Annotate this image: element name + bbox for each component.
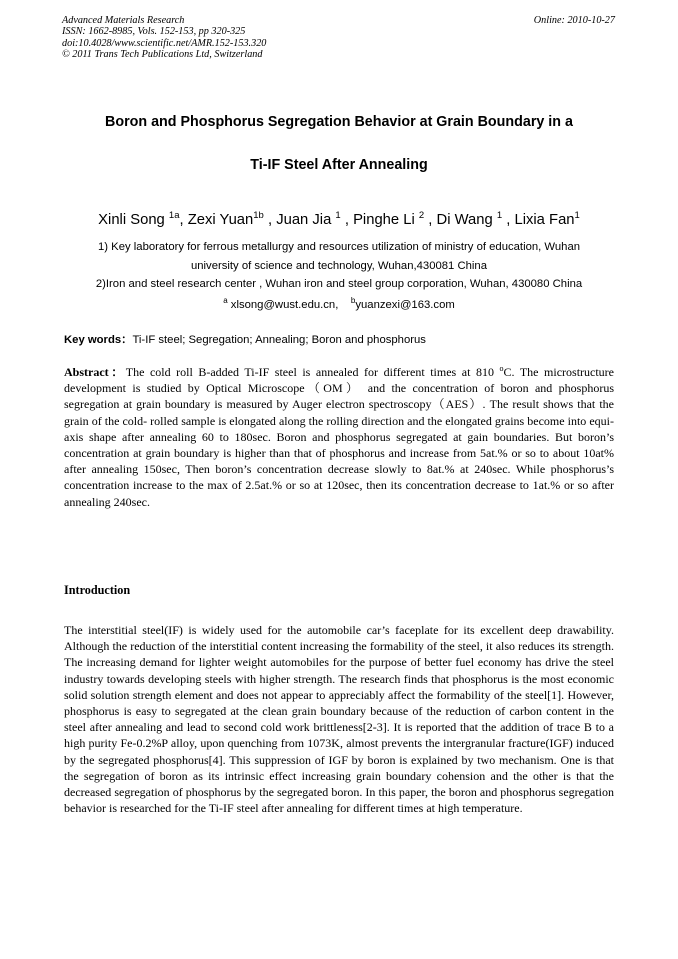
introduction-heading: Introduction bbox=[64, 583, 131, 597]
affiliation-1-line-1: 1) Key laboratory for ferrous metallurgy and resources utilization of ministry of education, Wuhan bbox=[97, 241, 581, 253]
author-name: Di Wang bbox=[436, 212, 497, 228]
journal-issn: ISSN: 1662-8985, Vols. 152-153, pp 320-325 bbox=[62, 26, 246, 38]
author-separator: , bbox=[424, 212, 437, 228]
abstract-text-2: C. The microstructure development is studied by Optical Microscope（OM） and the concentration of boron and phosphorus segregation at grain boundary is measured by Auger electron spectroscopy（AES）. The result shows that the grain of the cold- rolled sample is elongated along the rolling direction and the elongated grains become into equi-axis shape after annealing 60 to 180sec. Boron and phosphorus segregated at gain boundaries. But boron’s concentration at grain boundary is higher than that of phosphorus and increase from 5at.% or so to about 10at% after annealing 150sec, Then boron’s concentration decrease slowly to 8at.% at 240sec. While phosphorus’s concentration increase to the max of 2.5at.% or so at 120sec, then its concentration decrease to 1at.% or so after annealing 240sec. bbox=[64, 365, 615, 509]
keywords-text: Ti-IF steel; Segregation; Annealing; Boron and phosphorus bbox=[132, 334, 426, 346]
author-name: Zexi Yuan bbox=[187, 212, 254, 228]
author-affiliation-mark: 1 bbox=[496, 210, 503, 221]
author-name: Juan Jia bbox=[276, 212, 336, 228]
journal-name: Advanced Materials Research bbox=[62, 15, 185, 26]
journal-doi: doi:10.4028/www.scientific.net/AMR.152-153.320 bbox=[62, 37, 267, 49]
abstract-paragraph bbox=[64, 364, 614, 510]
journal-header bbox=[62, 15, 266, 61]
author-name: Lixia Fan bbox=[514, 212, 575, 228]
journal-copyright: © 2011 Trans Tech Publications Ltd, Switzerland bbox=[62, 49, 263, 61]
author-separator: , bbox=[263, 212, 277, 228]
abstract-text-1: The cold roll B-added Ti-IF steel is annealed for different times at 810 bbox=[125, 365, 500, 379]
email-mark-a: a bbox=[223, 296, 228, 305]
online-date: Online: 2010-10-27 bbox=[533, 15, 615, 26]
author-affiliation-mark: 1a bbox=[168, 210, 180, 221]
degree-mark: o bbox=[499, 364, 504, 373]
introduction-paragraph: The interstitial steel(IF) is widely used for the automobile car’s faceplate for its excellent deep drawability. Although the reduction of the interstitial content increasing the formability of the steel, it also reduces its strength. The increasing demand for lighter weight automobiles for the purpose of better fuel economy has drive the steel industry towards developing steels with higher strength. The research finds that phosphorus is the most economic solid solution strength element and does not appear to appreciably affect the formability of the steel[1]. However, phosphorus is easy to segregated at the clean grain boundary because of the reduction of carbon content in the steel after annealing and lead to second cold work brittleness[2-3]. It is reported that the addition of trace B to a high purity Fe-0.2%P alloy, upon quenching from 1073K, almost prevents the intergranular fracture(IGF) induced by the segregated phosphorus[4]. This suppression of IGF by boron is explained by two mechanism. One is that the segregation of boron as its intrinsic effect increasing grain boundary cohension and the other is that the decreased segregation of phosphorus by the segregated boron. In this paper, the boron and phosphorus segregation behavior is researched for the Ti-IF steel after annealing for different times at high temperature. bbox=[64, 623, 614, 816]
author-affiliation-mark: 1 bbox=[335, 210, 341, 221]
author-affiliation-mark: 1b bbox=[253, 210, 264, 221]
paper-title-line-1: Boron and Phosphorus Segregation Behavior at Grain Boundary in a bbox=[105, 114, 573, 130]
author-name: Pinghe Li bbox=[353, 212, 419, 228]
affiliation-2: 2)Iron and steel research center , Wuhan iron and steel group corporation, Wuhan, 430080 China bbox=[95, 278, 583, 290]
email-b: yuanzexi@163.com bbox=[355, 299, 455, 311]
author-list bbox=[40, 210, 638, 228]
keywords bbox=[64, 331, 426, 347]
affiliation-1-line-2: university of science and technology, Wuhan,430081 China bbox=[190, 260, 487, 272]
keywords-label: Key words： bbox=[64, 334, 133, 346]
paper-title-line-2: Ti-IF Steel After Annealing bbox=[250, 157, 428, 173]
author-separator: , bbox=[340, 212, 354, 228]
author-affiliation-mark: 2 bbox=[418, 210, 425, 221]
author-separator: , bbox=[502, 212, 515, 228]
author-affiliation-mark: 1 bbox=[574, 210, 580, 221]
email-mark-b: b bbox=[350, 296, 356, 305]
abstract-label: Abstract： bbox=[64, 365, 126, 379]
email-a: xlsong@wust.edu.cn, bbox=[227, 299, 339, 311]
author-separator: , bbox=[179, 212, 188, 228]
author-name: Xinli Song bbox=[98, 212, 169, 228]
author-emails bbox=[40, 296, 638, 311]
